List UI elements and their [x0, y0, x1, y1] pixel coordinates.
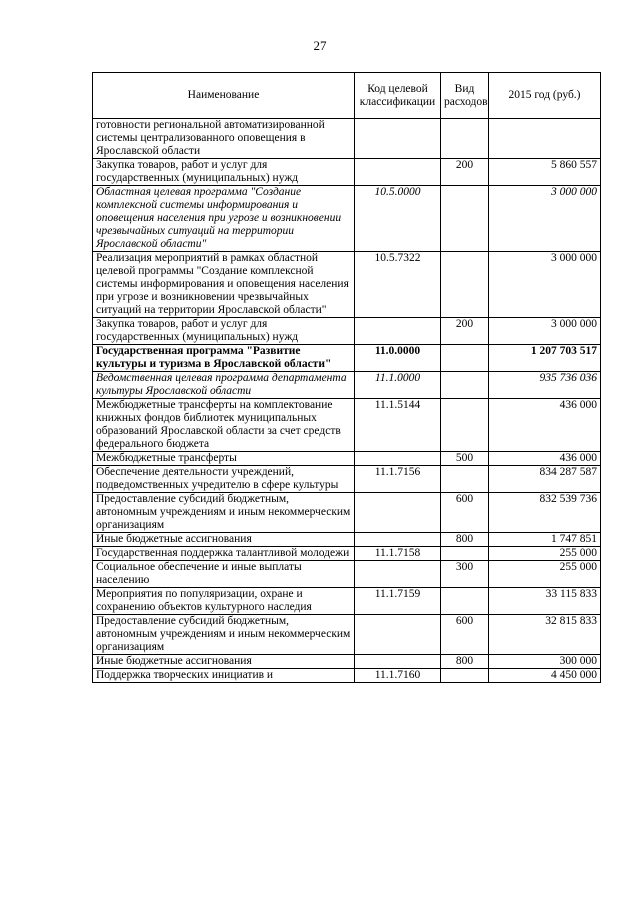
table-row: [93, 493, 601, 533]
cell-kind: 800: [441, 655, 489, 669]
table-row: [93, 669, 601, 683]
cell-code: [355, 318, 441, 345]
cell-code: [355, 533, 441, 547]
cell-kind: 600: [441, 615, 489, 655]
cell-code: 11.1.5144: [355, 399, 441, 452]
cell-code: [355, 615, 441, 655]
cell-code: 11.1.0000: [355, 372, 441, 399]
cell-amount: 255 000: [489, 561, 601, 588]
cell-name: Областная целевая программа "Создание комплексной системы информирования и оповещения населения при угрозе и возникновении чрезвычайных ситуаций на территории Ярославской области": [93, 186, 355, 252]
table-row: [93, 345, 601, 372]
cell-code: 10.5.7322: [355, 252, 441, 318]
table-body: [93, 119, 601, 683]
table-row: [93, 372, 601, 399]
cell-name: Иные бюджетные ассигнования: [93, 655, 355, 669]
cell-name: Государственная поддержка талантливой молодежи: [93, 547, 355, 561]
cell-code: [355, 561, 441, 588]
table-row: [93, 561, 601, 588]
cell-code: [355, 655, 441, 669]
cell-amount: 3 000 000: [489, 252, 601, 318]
header-kind: Вид расходов: [441, 73, 489, 119]
cell-name: Поддержка творческих инициатив и: [93, 669, 355, 683]
cell-amount: 4 450 000: [489, 669, 601, 683]
page-number: 27: [313, 38, 327, 53]
cell-name: Иные бюджетные ассигнования: [93, 533, 355, 547]
cell-kind: [441, 186, 489, 252]
header-code: Код целевой классификации: [355, 73, 441, 119]
cell-code: [355, 493, 441, 533]
cell-name: Предоставление субсидий бюджетным, автономным учреждениям и иным некоммерческим организациям: [93, 615, 355, 655]
cell-amount: 3 000 000: [489, 318, 601, 345]
cell-amount: [489, 119, 601, 159]
cell-amount: 255 000: [489, 547, 601, 561]
table-header-row: [93, 73, 601, 119]
table-row: [93, 186, 601, 252]
cell-code: 11.1.7159: [355, 588, 441, 615]
cell-amount: 5 860 557: [489, 159, 601, 186]
cell-code: 10.5.0000: [355, 186, 441, 252]
cell-kind: [441, 119, 489, 159]
table-row: [93, 533, 601, 547]
table-row: [93, 547, 601, 561]
table-row: [93, 399, 601, 452]
cell-amount: 300 000: [489, 655, 601, 669]
cell-name: Обеспечение деятельности учреждений, подведомственных учредителю в сфере культуры: [93, 466, 355, 493]
cell-code: 11.1.7158: [355, 547, 441, 561]
table-row: [93, 318, 601, 345]
cell-kind: [441, 345, 489, 372]
cell-kind: [441, 466, 489, 493]
table-row: [93, 588, 601, 615]
table-row: [93, 615, 601, 655]
budget-table: [92, 72, 601, 683]
table-row: [93, 655, 601, 669]
cell-name: Мероприятия по популяризации, охране и сохранению объектов культурного наследия: [93, 588, 355, 615]
cell-kind: 600: [441, 493, 489, 533]
cell-kind: [441, 669, 489, 683]
cell-kind: [441, 547, 489, 561]
cell-amount: 1 207 703 517: [489, 345, 601, 372]
cell-code: 11.1.7156: [355, 466, 441, 493]
cell-name: Межбюджетные трансферты на комплектование книжных фондов библиотек муниципальных образований Ярославской области за счет средств федерального бюджета: [93, 399, 355, 452]
cell-name: Социальное обеспечение и иные выплаты населению: [93, 561, 355, 588]
cell-code: [355, 159, 441, 186]
cell-kind: 500: [441, 452, 489, 466]
cell-name: готовности региональной автоматизированной системы централизованного оповещения в Ярославской области: [93, 119, 355, 159]
cell-name: Предоставление субсидий бюджетным, автономным учреждениям и иным некоммерческим организациям: [93, 493, 355, 533]
cell-amount: 3 000 000: [489, 186, 601, 252]
cell-kind: [441, 399, 489, 452]
cell-amount: 436 000: [489, 399, 601, 452]
cell-kind: 200: [441, 159, 489, 186]
cell-amount: 834 287 587: [489, 466, 601, 493]
cell-kind: [441, 372, 489, 399]
cell-name: Ведомственная целевая программа департамента культуры Ярославской области: [93, 372, 355, 399]
table-row: [93, 252, 601, 318]
table-row: [93, 452, 601, 466]
cell-amount: 1 747 851: [489, 533, 601, 547]
cell-amount: 33 115 833: [489, 588, 601, 615]
cell-code: 11.1.7160: [355, 669, 441, 683]
table-row: [93, 159, 601, 186]
cell-kind: 800: [441, 533, 489, 547]
header-amount: 2015 год (руб.): [489, 73, 601, 119]
cell-amount: 32 815 833: [489, 615, 601, 655]
cell-name: Закупка товаров, работ и услуг для государственных (муниципальных) нужд: [93, 318, 355, 345]
table-row: [93, 466, 601, 493]
cell-name: Реализация мероприятий в рамках областной целевой программы "Создание комплексной системы информирования и оповещения населения при угрозе и возникновении чрезвычайных ситуаций на территории Ярославской области": [93, 252, 355, 318]
cell-code: [355, 119, 441, 159]
cell-code: 11.0.0000: [355, 345, 441, 372]
header-name: Наименование: [93, 73, 355, 119]
cell-kind: 300: [441, 561, 489, 588]
cell-kind: [441, 252, 489, 318]
cell-amount: 935 736 036: [489, 372, 601, 399]
cell-name: Государственная программа "Развитие культуры и туризма в Ярославской области": [93, 345, 355, 372]
cell-amount: 832 539 736: [489, 493, 601, 533]
cell-kind: [441, 588, 489, 615]
table-row: [93, 119, 601, 159]
cell-kind: 200: [441, 318, 489, 345]
cell-name: Межбюджетные трансферты: [93, 452, 355, 466]
cell-amount: 436 000: [489, 452, 601, 466]
cell-name: Закупка товаров, работ и услуг для государственных (муниципальных) нужд: [93, 159, 355, 186]
cell-code: [355, 452, 441, 466]
